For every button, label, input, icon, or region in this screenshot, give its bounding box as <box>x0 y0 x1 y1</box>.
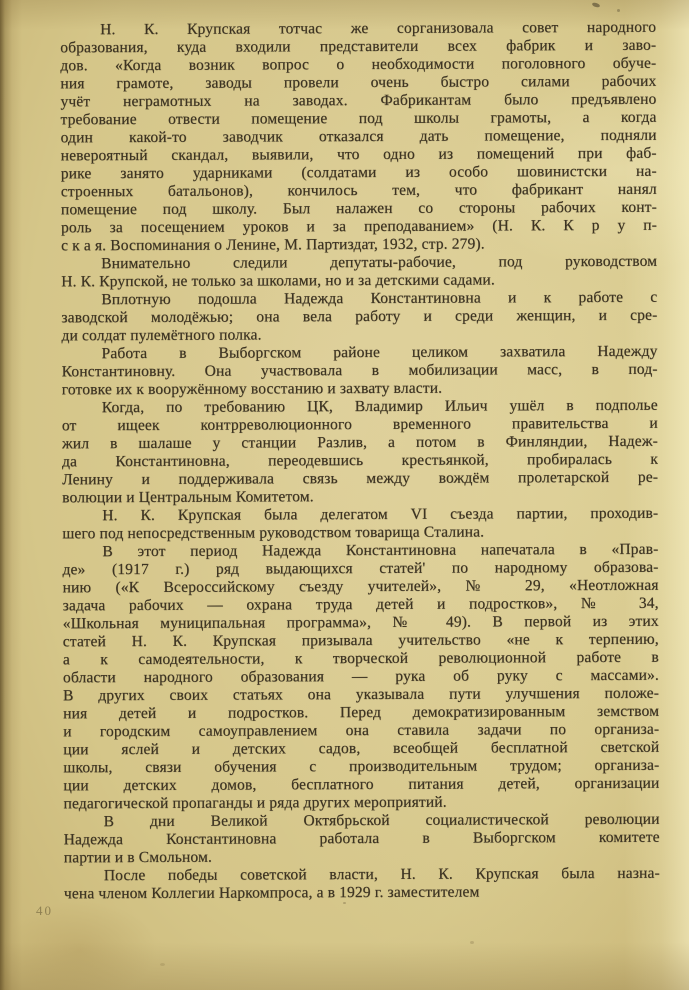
ink-speck <box>470 941 474 944</box>
text-line: рике занято ударниками (солдатами из особо шовинистски на- <box>60 162 657 183</box>
text-line: области народного образования — рука об руку с массами». <box>62 666 659 687</box>
text-line: ции яслей и детских садов, всеобщей бесплатной светской <box>63 738 660 759</box>
text-line: партии и в Смольном. <box>63 848 213 867</box>
text-line: образования, куда входили представители всех фабрик и заво- <box>60 36 657 57</box>
text-line: ния детей и подростков. Перед демократизированным земством <box>63 702 660 723</box>
text-line: школы, связи обучения с производительным трудом; организа- <box>63 756 660 777</box>
ink-speck <box>617 9 620 12</box>
paragraph <box>61 343 657 400</box>
text-line: Работа в Выборгском районе целиком захватила Надежду <box>101 342 658 363</box>
text-line: «Школьная муниципальная программа», № 49). В первой из этих <box>62 612 659 633</box>
ink-speck <box>592 2 601 8</box>
text-line: шего под непосредственным руководством товарища Сталина. <box>62 523 485 543</box>
text-line: В этот период Надежда Константиновна напечатала в «Прав- <box>102 540 659 561</box>
text-line: Вплотную подошла Надежда Константиновна и к работе с <box>101 288 658 309</box>
paragraph <box>60 19 657 256</box>
page-text <box>60 19 660 904</box>
text-line: с к а я. Воспоминания о Ленине, М. Партиздат, 1932, стр. 279). <box>61 235 485 255</box>
paragraph <box>64 811 660 868</box>
text-line: ции детских домов, бесплатного питания детей, организации <box>63 774 660 795</box>
text-line: невероятный скандал, выявили, что одно из помещений при фаб- <box>60 144 657 165</box>
paragraph <box>61 253 657 292</box>
text-line: Надежда Константиновна работала в Выборгском комитете <box>63 828 660 849</box>
text-line: В дни Великой Октябрьской социалистической революции <box>103 810 660 831</box>
text-line: статей Н. К. Крупская призывала учительство «не к терпению, <box>62 630 659 651</box>
text-line: После победы советской власти, Н. К. Крупская была назна- <box>103 864 660 885</box>
text-line: один какой-то заводчик отказался дать помещение, подняли <box>60 126 657 147</box>
text-line: да Константиновна, переодевшись крестьянкой, пробиралась к <box>61 450 659 471</box>
text-line: Н. К. Крупская тотчас же сорганизовала совет народного <box>100 18 657 39</box>
text-line: заводской молодёжью; она вела работу и среди женщин, и сре- <box>61 306 658 327</box>
text-line: Н. К. Крупская была делегатом VI съезда партии, проходив- <box>102 504 659 525</box>
text-line: Когда, по требованию ЦК, Владимир Ильич ушёл в подполье <box>101 396 658 417</box>
paragraph <box>64 865 660 904</box>
text-line: Ленину и поддерживала связь между вождём пролетарской ре- <box>62 468 659 489</box>
text-line: а к самодеятельности, к творческой революционной работе в <box>62 648 659 669</box>
page-number: 40 <box>36 903 53 918</box>
text-line: Внимательно следили депутаты-рабочие, под руководством <box>101 252 658 273</box>
text-line: ди солдат пулемётного полка. <box>61 326 262 345</box>
text-line: Константиновну. Она участвовала в мобилизации масс, в под- <box>61 360 658 381</box>
paragraph <box>62 541 659 814</box>
text-line: помещение под школу. Был налажен со стороны рабочих конт- <box>60 198 657 219</box>
text-line: педагогической пропаганды и ряда других мероприятий. <box>63 793 447 813</box>
paragraph <box>62 505 658 544</box>
text-line: жил в шалаше у станции Разлив, а потом в Финляндии, Надеж- <box>61 432 658 453</box>
text-line: от ищеек контрреволюционного временного правительства и <box>61 414 658 435</box>
text-line: готовке их к вооружённому восстанию и захвату власти. <box>61 379 443 399</box>
ink-speck <box>160 963 165 966</box>
text-line: де» (1917 г.) ряд выдающихся статей' по народному образова- <box>62 558 659 579</box>
text-line: строенных батальонов), кончилось тем, что фабрикант нанял <box>60 180 657 201</box>
ink-speck <box>343 902 346 904</box>
text-line: В других своих статьях она указывала пути улучшения положе- <box>62 684 660 705</box>
text-line: ния грамоте, заводы провели очень быстро силами рабочих <box>60 72 657 93</box>
text-line: волюции и Центральным Комитетом. <box>62 488 314 507</box>
paragraph <box>61 289 657 346</box>
text-line: нию («К Всероссийскому съезду учителей», № 29, «Неотложная <box>62 576 659 597</box>
text-line: требование отвести помещение под школы грамоты, а когда <box>60 108 657 129</box>
text-line: роль за посещением уроков и за преподаванием» (Н. К. К р у п- <box>60 216 658 237</box>
paragraph <box>62 397 658 508</box>
text-line: Н. К. Крупской, не только за школами, но и за детскими садами. <box>61 271 495 291</box>
text-line: и городским самоуправлением она ставила задачи по организа- <box>63 720 660 741</box>
text-line: задача рабочих — охрана труда детей и подростков», № 34, <box>62 594 659 615</box>
text-line: учёт неграмотных на заводах. Фабрикантам было предъявлено <box>60 90 657 111</box>
text-line: чена членом Коллегии Наркомпроса, а в 1929 г. заместителем <box>63 883 480 903</box>
text-line: дов. «Когда возник вопрос о необходимости поголовного обуче- <box>60 54 657 75</box>
